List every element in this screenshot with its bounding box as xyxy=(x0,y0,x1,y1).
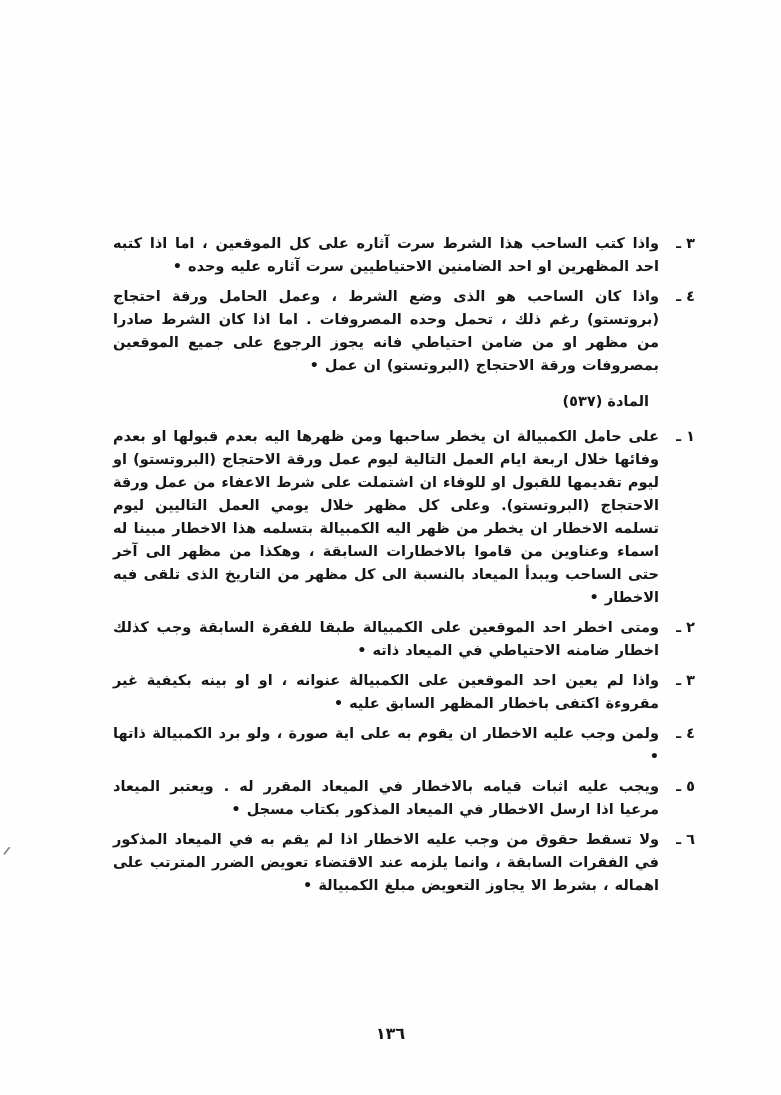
item-number: ٣ ـ xyxy=(676,236,695,252)
item-number: ٢ ـ xyxy=(676,620,695,636)
item-text: ولا تسقط حقوق من وجب عليه الاخطار اذا لم يقم به في الميعاد المذكور في الفقرات السابقة ، وانما يلزمه عند الاقتضاء تعويض الضرر المترتب على اهماله ، بشرط الا يجاوز التعويض مبلغ الكمبيالة • xyxy=(113,832,659,894)
item-text: ويجب عليه اثبات قيامه بالاخطار في الميعاد المقرر له . ويعتبر الميعاد مرعيا اذا ارسل الاخطار في الميعاد المذكور بكتاب مسجل • xyxy=(113,779,659,818)
numbered-paragraph xyxy=(113,776,695,822)
item-number: ١ ـ xyxy=(676,429,695,445)
item-text: واذا لم يعين احد الموقعين على الكمبيالة عنوانه ، او او بينه بكيفية غير مقروءة اكتفى باخطار المظهر السابق عليه • xyxy=(113,673,659,712)
item-text: واذا كتب الساحب هذا الشرط سرت آثاره على كل الموقعين ، اما اذا كتبه احد المظهرين او احد الضامنين الاحتياطيين سرت آثاره عليه وحده • xyxy=(113,236,659,275)
numbered-paragraph xyxy=(113,426,695,610)
numbered-paragraph xyxy=(113,723,695,769)
item-number: ٥ ـ xyxy=(676,779,695,795)
item-number: ٣ ـ xyxy=(676,673,695,689)
numbered-paragraph xyxy=(113,286,695,378)
item-text: على حامل الكمبيالة ان يخطر ساحبها ومن ظهرها اليه بعدم قبولها او بعدم وفائها خلال اربعة ايام العمل التالية ليوم عمل ورقة الاحتجاج (البروتستو) او ليوم تقديمها للقبول او للوفاء ان اشتملت على شرط الاعفاء من عمل ورقة الاحتجاج (البروتستو). وعلى كل مظهر خلال يومي العمل التاليين ليوم تسلمه الاخطار ان يخطر من ظهر اليه الكمبيالة بتسلمه هذا الاخطار مبينا له اسماء وعناوين من قاموا بالاخطارات السابقة ، وهكذا من مظهر الى آخر حتى الساحب ويبدأ الميعاد بالنسبة الى كل مظهر من التاريخ الذى تلقى فيه الاخطار • xyxy=(113,429,659,606)
item-text: ولمن وجب عليه الاخطار ان يقوم به على اية صورة ، ولو برد الكمبيالة ذاتها • xyxy=(113,726,659,765)
numbered-paragraph xyxy=(113,829,695,898)
page-number: ١٣٦ xyxy=(375,1024,406,1043)
numbered-paragraph xyxy=(113,617,695,663)
text-block xyxy=(113,233,695,905)
numbered-paragraph xyxy=(113,670,695,716)
item-number: ٦ ـ xyxy=(676,832,695,848)
item-number: ٤ ـ xyxy=(676,726,695,742)
scan-artifact xyxy=(3,846,16,859)
numbered-paragraph xyxy=(113,233,695,279)
item-text: واذا كان الساحب هو الذى وضع الشرط ، وعمل الحامل ورقة احتجاج (بروتستو) رغم ذلك ، تحمل وحده المصروفات . اما اذا كان الشرط صادرا من مظهر او من ضامن احتياطي فانه يجوز الرجوع على جميع الموقعين بمصروفات ورقة الاحتجاج (البروتستو) ان عمل • xyxy=(113,289,659,374)
article-heading: المادة (٥٣٧) xyxy=(562,394,649,410)
item-number: ٤ ـ xyxy=(676,289,695,305)
item-text: ومتى اخطر احد الموقعين على الكمبيالة طبقا للفقرة السابقة وجب كذلك اخطار ضامنه الاحتياطي في الميعاد ذاته • xyxy=(113,620,659,659)
